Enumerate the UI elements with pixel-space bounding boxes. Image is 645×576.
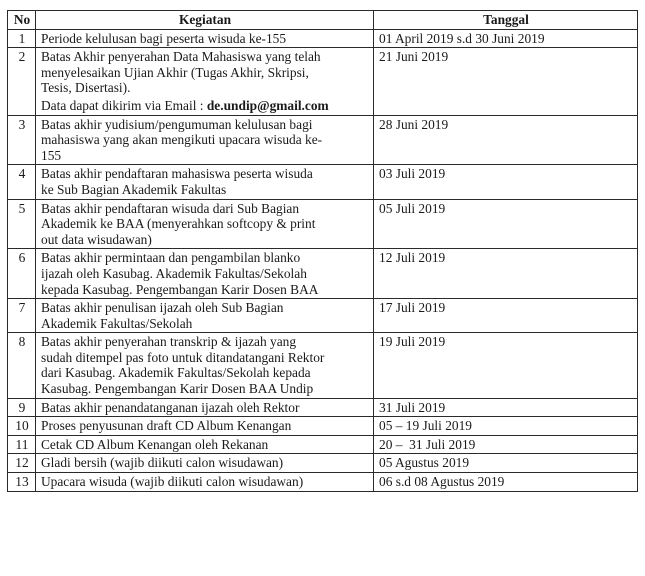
row-number: 8 <box>8 333 36 398</box>
table-row <box>8 199 638 249</box>
activity-cell <box>36 48 374 115</box>
date-cell: 31 Juli 2019 <box>374 398 638 417</box>
activity-line: out data wisudawan) <box>41 231 152 247</box>
table-row <box>8 165 638 199</box>
table-row <box>8 115 638 165</box>
schedule-table <box>7 10 638 492</box>
activity-line: Upacara wisuda (wajib diikuti calon wisudawan) <box>41 474 304 490</box>
date-cell: 20 – 31 Juli 2019 <box>374 435 638 454</box>
activity-line: Tesis, Disertasi). <box>41 80 131 96</box>
activity-cell <box>36 435 374 454</box>
table-row <box>8 29 638 48</box>
activity-line: Kasubag. Pengembangan Karir Dosen BAA Undip <box>41 381 314 397</box>
row-number: 10 <box>8 417 36 436</box>
activity-line: menyelesaikan Ujian Akhir (Tugas Akhir, Skripsi, <box>41 64 309 80</box>
date-cell: 28 Juni 2019 <box>374 115 638 165</box>
activity-line: ijazah oleh Kasubag. Akademik Fakultas/Sekolah <box>41 265 307 281</box>
activity-cell <box>36 165 374 199</box>
activity-cell <box>36 473 374 492</box>
row-number: 12 <box>8 454 36 473</box>
row-number: 6 <box>8 249 36 299</box>
schedule-page <box>7 10 637 492</box>
row-number: 9 <box>8 398 36 417</box>
activity-line: Cetak CD Album Kenangan oleh Rekanan <box>41 436 269 452</box>
activity-line: kepada Kasubag. Pengembangan Karir Dosen BAA <box>41 281 319 297</box>
activity-line: Periode kelulusan bagi peserta wisuda ke-155 <box>41 30 287 46</box>
row-number: 5 <box>8 199 36 249</box>
activity-cell <box>36 29 374 48</box>
activity-line: Batas akhir pendaftaran wisuda dari Sub Bagian <box>41 200 300 216</box>
activity-line: dari Kasubag. Akademik Fakultas/Sekolah kepada <box>41 365 311 381</box>
table-row <box>8 299 638 333</box>
table-row <box>8 473 638 492</box>
activity-line: mahasiswa yang akan mengikuti upacara wisuda ke- <box>41 132 323 148</box>
row-number: 1 <box>8 29 36 48</box>
activity-cell <box>36 398 374 417</box>
activity-line: sudah ditempel pas foto untuk ditandatangani Rektor <box>41 349 325 365</box>
activity-line: Batas akhir pendaftaran mahasiswa peserta wisuda <box>41 166 313 182</box>
activity-line: ke Sub Bagian Akademik Fakultas <box>41 181 227 197</box>
activity-line: Batas akhir penandatanganan ijazah oleh Rektor <box>41 399 300 415</box>
table-row <box>8 249 638 299</box>
row-number: 4 <box>8 165 36 199</box>
activity-cell <box>36 249 374 299</box>
activity-line: Akademik Fakultas/Sekolah <box>41 315 193 331</box>
activity-cell <box>36 454 374 473</box>
activity-line: 155 <box>41 147 62 163</box>
table-row <box>8 417 638 436</box>
activity-line: Proses penyusunan draft CD Album Kenangan <box>41 418 292 434</box>
activity-cell <box>36 299 374 333</box>
header-tanggal: Tanggal <box>374 11 638 30</box>
header-no: No <box>8 11 36 30</box>
activity-cell <box>36 115 374 165</box>
date-cell: 05 Agustus 2019 <box>374 454 638 473</box>
row-number: 2 <box>8 48 36 115</box>
activity-cell <box>36 199 374 249</box>
activity-line: Gladi bersih (wajib diikuti calon wisudawan) <box>41 455 284 471</box>
email-prefix: Data dapat dikirim via Email : <box>41 97 207 113</box>
activity-line: Batas akhir yudisium/pengumuman kelulusan bagi <box>41 116 313 132</box>
email-address: de.undip@gmail.com <box>206 97 329 113</box>
date-cell: 05 Juli 2019 <box>374 199 638 249</box>
table-row <box>8 398 638 417</box>
date-cell: 12 Juli 2019 <box>374 249 638 299</box>
date-cell: 19 Juli 2019 <box>374 333 638 398</box>
email-line <box>41 98 369 114</box>
activity-line: Batas Akhir penyerahan Data Mahasiswa yang telah <box>41 49 321 65</box>
table-row <box>8 435 638 454</box>
activity-line: Akademik ke BAA (menyerahkan softcopy & print <box>41 216 316 232</box>
activity-line: Batas akhir permintaan dan pengambilan blanko <box>41 250 301 266</box>
date-cell: 03 Juli 2019 <box>374 165 638 199</box>
table-header-row <box>8 11 638 30</box>
date-cell: 01 April 2019 s.d 30 Juni 2019 <box>374 29 638 48</box>
row-number: 7 <box>8 299 36 333</box>
activity-cell <box>36 417 374 436</box>
date-cell: 21 Juni 2019 <box>374 48 638 115</box>
table-row <box>8 333 638 398</box>
row-number: 3 <box>8 115 36 165</box>
table-row <box>8 48 638 115</box>
table-row <box>8 454 638 473</box>
date-cell: 06 s.d 08 Agustus 2019 <box>374 473 638 492</box>
row-number: 13 <box>8 473 36 492</box>
activity-cell <box>36 333 374 398</box>
date-cell: 17 Juli 2019 <box>374 299 638 333</box>
activity-line: Batas akhir penyerahan transkrip & ijazah yang <box>41 334 297 350</box>
header-kegiatan: Kegiatan <box>36 11 374 30</box>
date-cell: 05 – 19 Juli 2019 <box>374 417 638 436</box>
row-number: 11 <box>8 435 36 454</box>
activity-line: Batas akhir penulisan ijazah oleh Sub Bagian <box>41 300 284 316</box>
